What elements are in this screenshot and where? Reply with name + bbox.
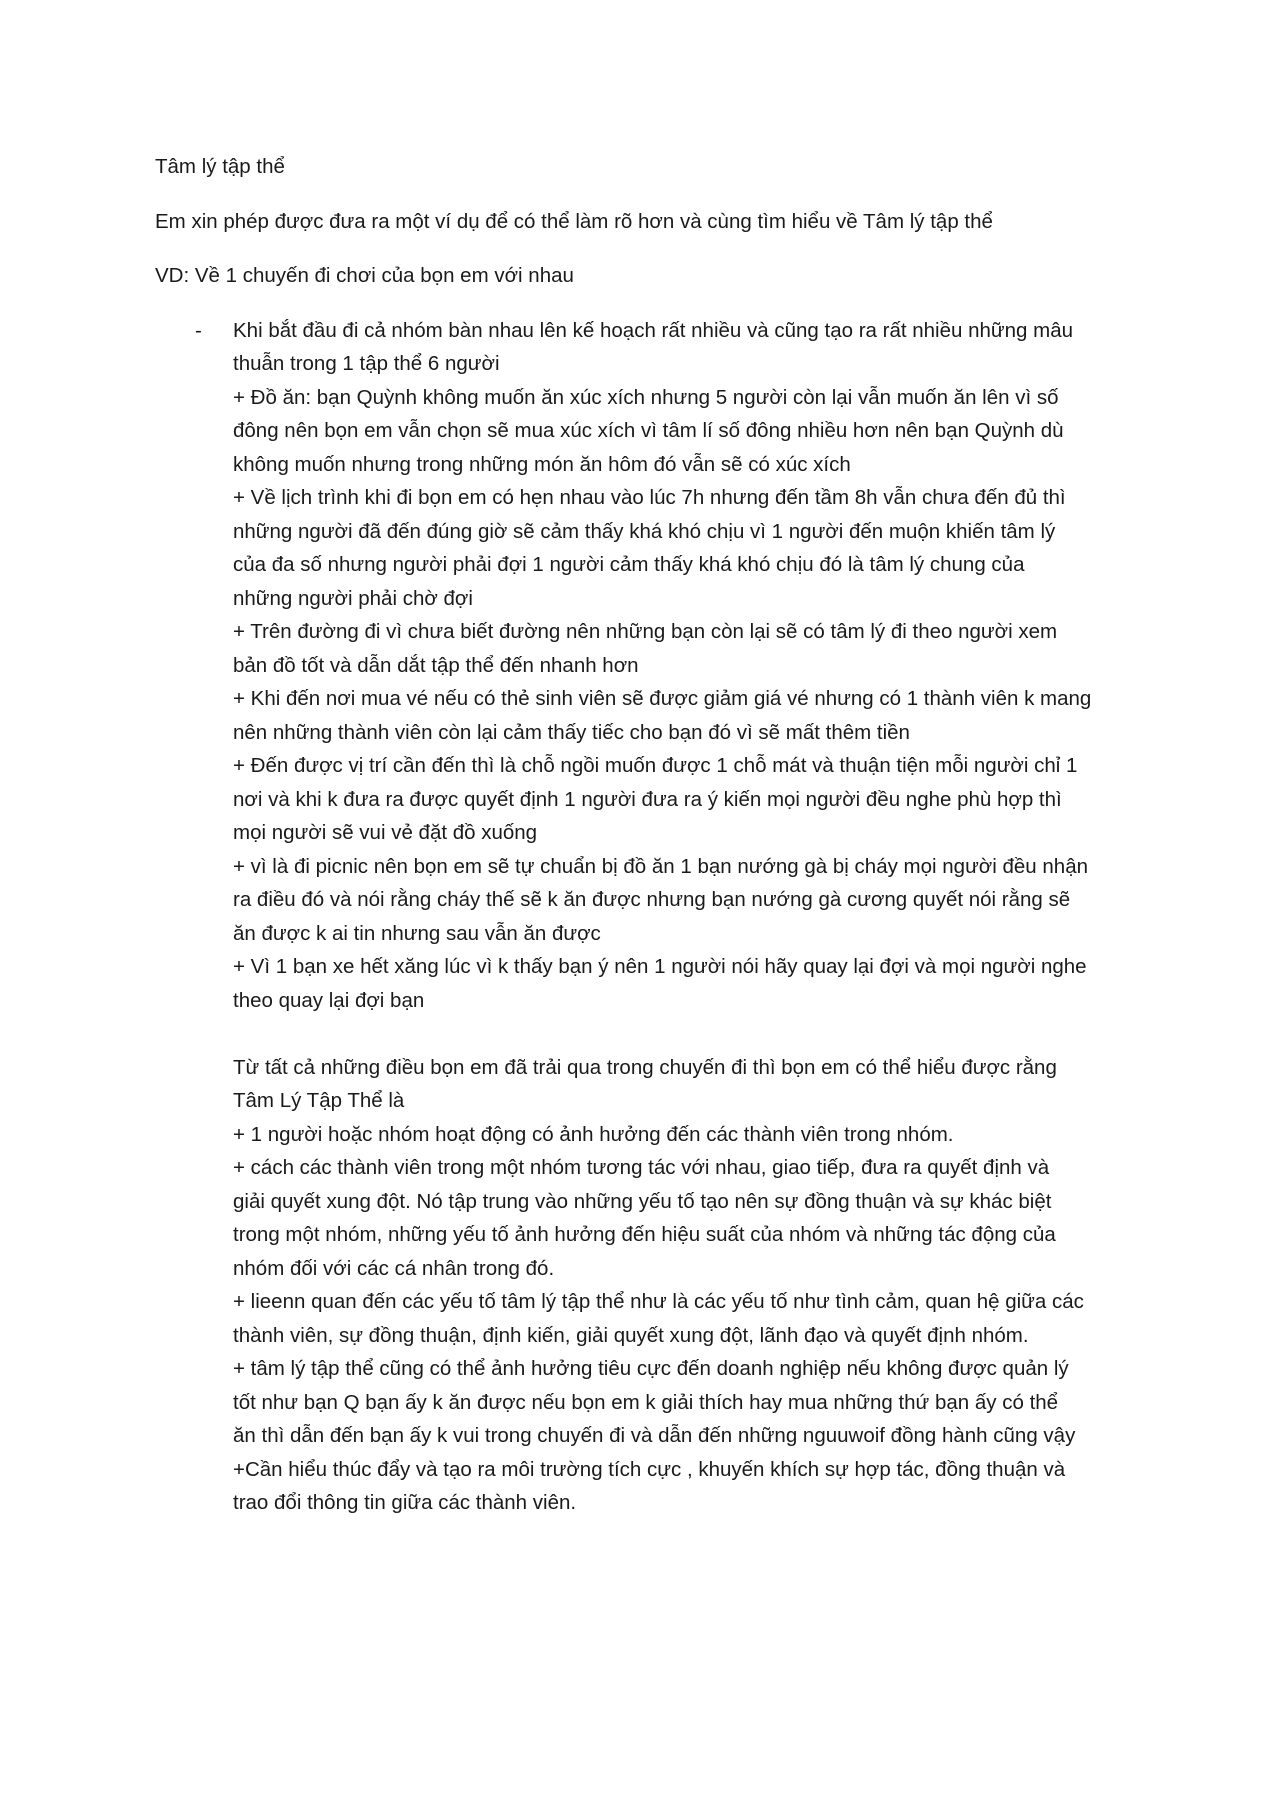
text-line: + Về lịch trình khi đi bọn em có hẹn nhau vào lúc 7h nhưng đến tầm 8h vẫn chưa đến đủ thì	[233, 486, 1066, 509]
text-line: + Đồ ăn: bạn Quỳnh không muốn ăn xúc xích nhưng 5 người còn lại vẫn muốn ăn lên vì số	[233, 385, 1059, 409]
text-line: những người phải chờ đợi	[233, 586, 473, 610]
text-line: + Vì 1 bạn xe hết xăng lúc vì k thấy bạn ý nên 1 người nói hãy quay lại đợi và mọi người nghe	[233, 955, 1087, 978]
text-line: nơi và khi k đưa ra được quyết định 1 người đưa ra ý kiến mọi người đều nghe phù hợp thì	[233, 787, 1062, 811]
conclusion-line: ăn thì dẫn đến bạn ấy k vui trong chuyến đi và dẫn đến những nguuwoif đồng hành cũng vậy	[233, 1424, 1076, 1447]
bullet-list	[155, 314, 1135, 1520]
conclusion-line: + cách các thành viên trong một nhóm tương tác với nhau, giao tiếp, đưa ra quyết định và	[233, 1156, 1050, 1179]
conclusion-line: + lieenn quan đến các yếu tố tâm lý tập thể như là các yếu tố như tình cảm, quan hệ giữa các	[233, 1290, 1084, 1313]
conclusion-line: +Cần hiểu thúc đẩy và tạo ra môi trường tích cực , khuyến khích sự hợp tác, đồng thuận và	[233, 1457, 1066, 1481]
text-line: + vì là đi picnic nên bọn em sẽ tự chuẩn bị đồ ăn 1 bạn nướng gà bị cháy mọi người đều nhận	[233, 854, 1089, 878]
bullet-item	[233, 314, 1143, 1520]
text-line: + Trên đường đi vì chưa biết đường nên những bạn còn lại sẽ có tâm lý đi theo người xem	[233, 620, 1058, 643]
bullet-marker: -	[195, 318, 202, 342]
text-line: ăn được k ai tin nhưng sau vẫn ăn được	[233, 921, 601, 945]
text-line: + Đến được vị trí cần đến thì là chỗ ngồi muốn được 1 chỗ mát và thuận tiện mỗi người chỉ 1	[233, 754, 1078, 777]
conclusion-line: nhóm đối với các cá nhân trong đó.	[233, 1256, 555, 1280]
document-body	[155, 150, 1135, 1520]
text-line: không muốn nhưng trong những món ăn hôm đó vẫn sẽ có xúc xích	[233, 452, 851, 476]
text-line: Khi bắt đầu đi cả nhóm bàn nhau lên kế hoạch rất nhiều và cũng tạo ra rất nhiều những mâu	[233, 318, 1073, 342]
text-line: nên những thành viên còn lại cảm thấy tiếc cho bạn đó vì sẽ mất thêm tiền	[233, 720, 910, 744]
conclusion-line: giải quyết xung đột. Nó tập trung vào những yếu tố tạo nên sự đồng thuận và sự khác biệt	[233, 1189, 1052, 1213]
text-line: những người đã đến đúng giờ sẽ cảm thấy khá khó chịu vì 1 người đến muộn khiến tâm lý	[233, 519, 1056, 543]
conclusion-line: thành viên, sự đồng thuận, định kiến, giải quyết xung đột, lãnh đạo và quyết định nhóm.	[233, 1323, 1029, 1347]
document-title: Tâm lý tập thể	[155, 155, 285, 178]
conclusion-line: trao đổi thông tin giữa các thành viên.	[233, 1491, 577, 1514]
text-line: của đa số nhưng người phải đợi 1 người cảm thấy khá khó chịu đó là tâm lý chung của	[233, 553, 1025, 576]
text-line: ra điều đó và nói rằng cháy thế sẽ k ăn được nhưng bạn nướng gà cương quyết nói rằng sẽ	[233, 888, 1071, 911]
text-line: mọi người sẽ vui vẻ đặt đồ xuống	[233, 821, 538, 844]
conclusion-line: trong một nhóm, những yếu tố ảnh hưởng đến hiệu suất của nhóm và những tác động của	[233, 1223, 1056, 1246]
conclusion-line: tốt như bạn Q bạn ấy k ăn được nếu bọn em k giải thích hay mua những thứ bạn ấy có thể	[233, 1390, 1059, 1414]
conclusion-line: Tâm Lý Tập Thể là	[233, 1089, 405, 1112]
blank-line	[233, 1017, 1143, 1051]
conclusion-line: + tâm lý tập thể cũng có thể ảnh hưởng tiêu cực đến doanh nghiệp nếu không được quản lý	[233, 1357, 1069, 1380]
text-line: đông nên bọn em vẫn chọn sẽ mua xúc xích vì tâm lí số đông nhiều hơn nên bạn Quỳnh dù	[233, 419, 1064, 442]
example-heading: VD: Về 1 chuyến đi chơi của bọn em với nhau	[155, 264, 574, 287]
text-line: bản đồ tốt và dẫn dắt tập thể đến nhanh hơn	[233, 653, 639, 677]
text-line: + Khi đến nơi mua vé nếu có thẻ sinh viên sẽ được giảm giá vé nhưng có 1 thành viên k mang	[233, 687, 1092, 710]
text-line: thuẫn trong 1 tập thể 6 người	[233, 352, 500, 375]
conclusion-line: + 1 người hoặc nhóm hoạt động có ảnh hưởng đến các thành viên trong nhóm.	[233, 1122, 954, 1146]
intro-paragraph: Em xin phép được đưa ra một ví dụ để có thể làm rõ hơn và cùng tìm hiểu về Tâm lý tập thể	[155, 209, 993, 233]
text-line: theo quay lại đợi bạn	[233, 988, 425, 1012]
conclusion-line: Từ tất cả những điều bọn em đã trải qua trong chuyến đi thì bọn em có thể hiểu được rằng	[233, 1055, 1057, 1079]
